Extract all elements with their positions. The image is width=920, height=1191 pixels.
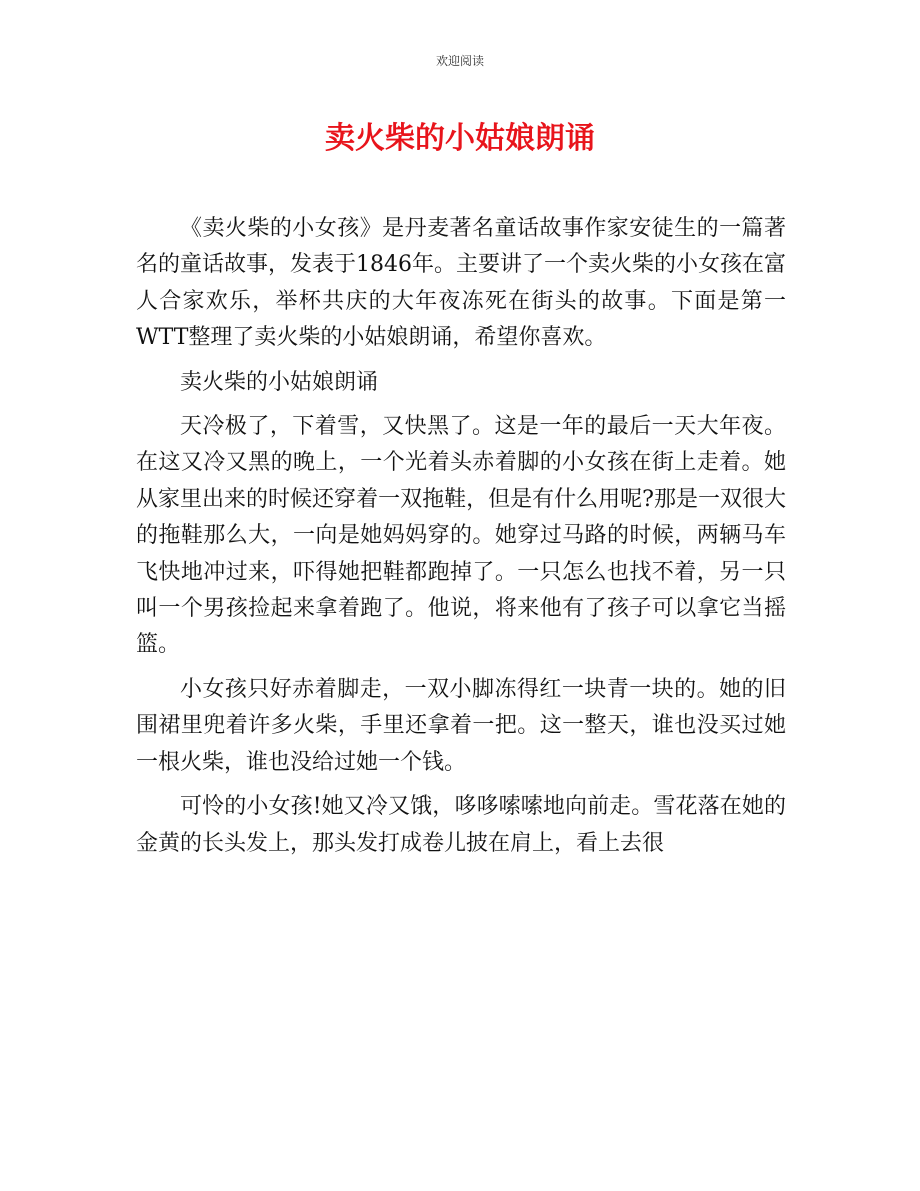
document-title: 卖火柴的小姑娘朗诵: [325, 121, 595, 156]
document-body: [136, 211, 786, 870]
paragraph-story-2: 小女孩只好赤着脚走，一双小脚冻得红一块青一块的。她的旧围裙里兜着许多火柴，手里还拿着一把。这一整天，谁也没买过她一根火柴，谁也没给过她一个钱。: [136, 676, 786, 775]
paragraph-story-3: 可怜的小女孩!她又冷又饿，哆哆嗦嗦地向前走。雪花落在她的金黄的长头发上，那头发打成卷儿披在肩上，看上去很: [136, 794, 786, 856]
paragraph-story-1: 天冷极了，下着雪，又快黑了。这是一年的最后一天大年夜。在这又冷又黑的晚上，一个光着头赤着脚的小女孩在街上走着。她从家里出来的时候还穿着一双拖鞋，但是有什么用呢?那是一双很大的拖鞋那么大，一向是她妈妈穿的。她穿过马路的时候，两辆马车飞快地冲过来，吓得她把鞋都跑掉了。一只怎么也找不着，另一只叫一个男孩捡起来拿着跑了。他说，将来他有了孩子可以拿它当摇篮。: [136, 414, 786, 658]
paragraph-subtitle: 卖火柴的小姑娘朗诵: [180, 369, 379, 395]
paragraph-intro: 《卖火柴的小女孩》是丹麦著名童话故事作家安徒生的一篇著名的童话故事，发表于1846年。主要讲了一个卖火柴的小女孩在富人合家欢乐，举杯共庆的大年夜冻死在街头的故事。下面是第一WTT整理了卖火柴的小姑娘朗诵，希望你喜欢。: [136, 216, 786, 351]
header-note: 欢迎阅读: [435, 54, 484, 68]
